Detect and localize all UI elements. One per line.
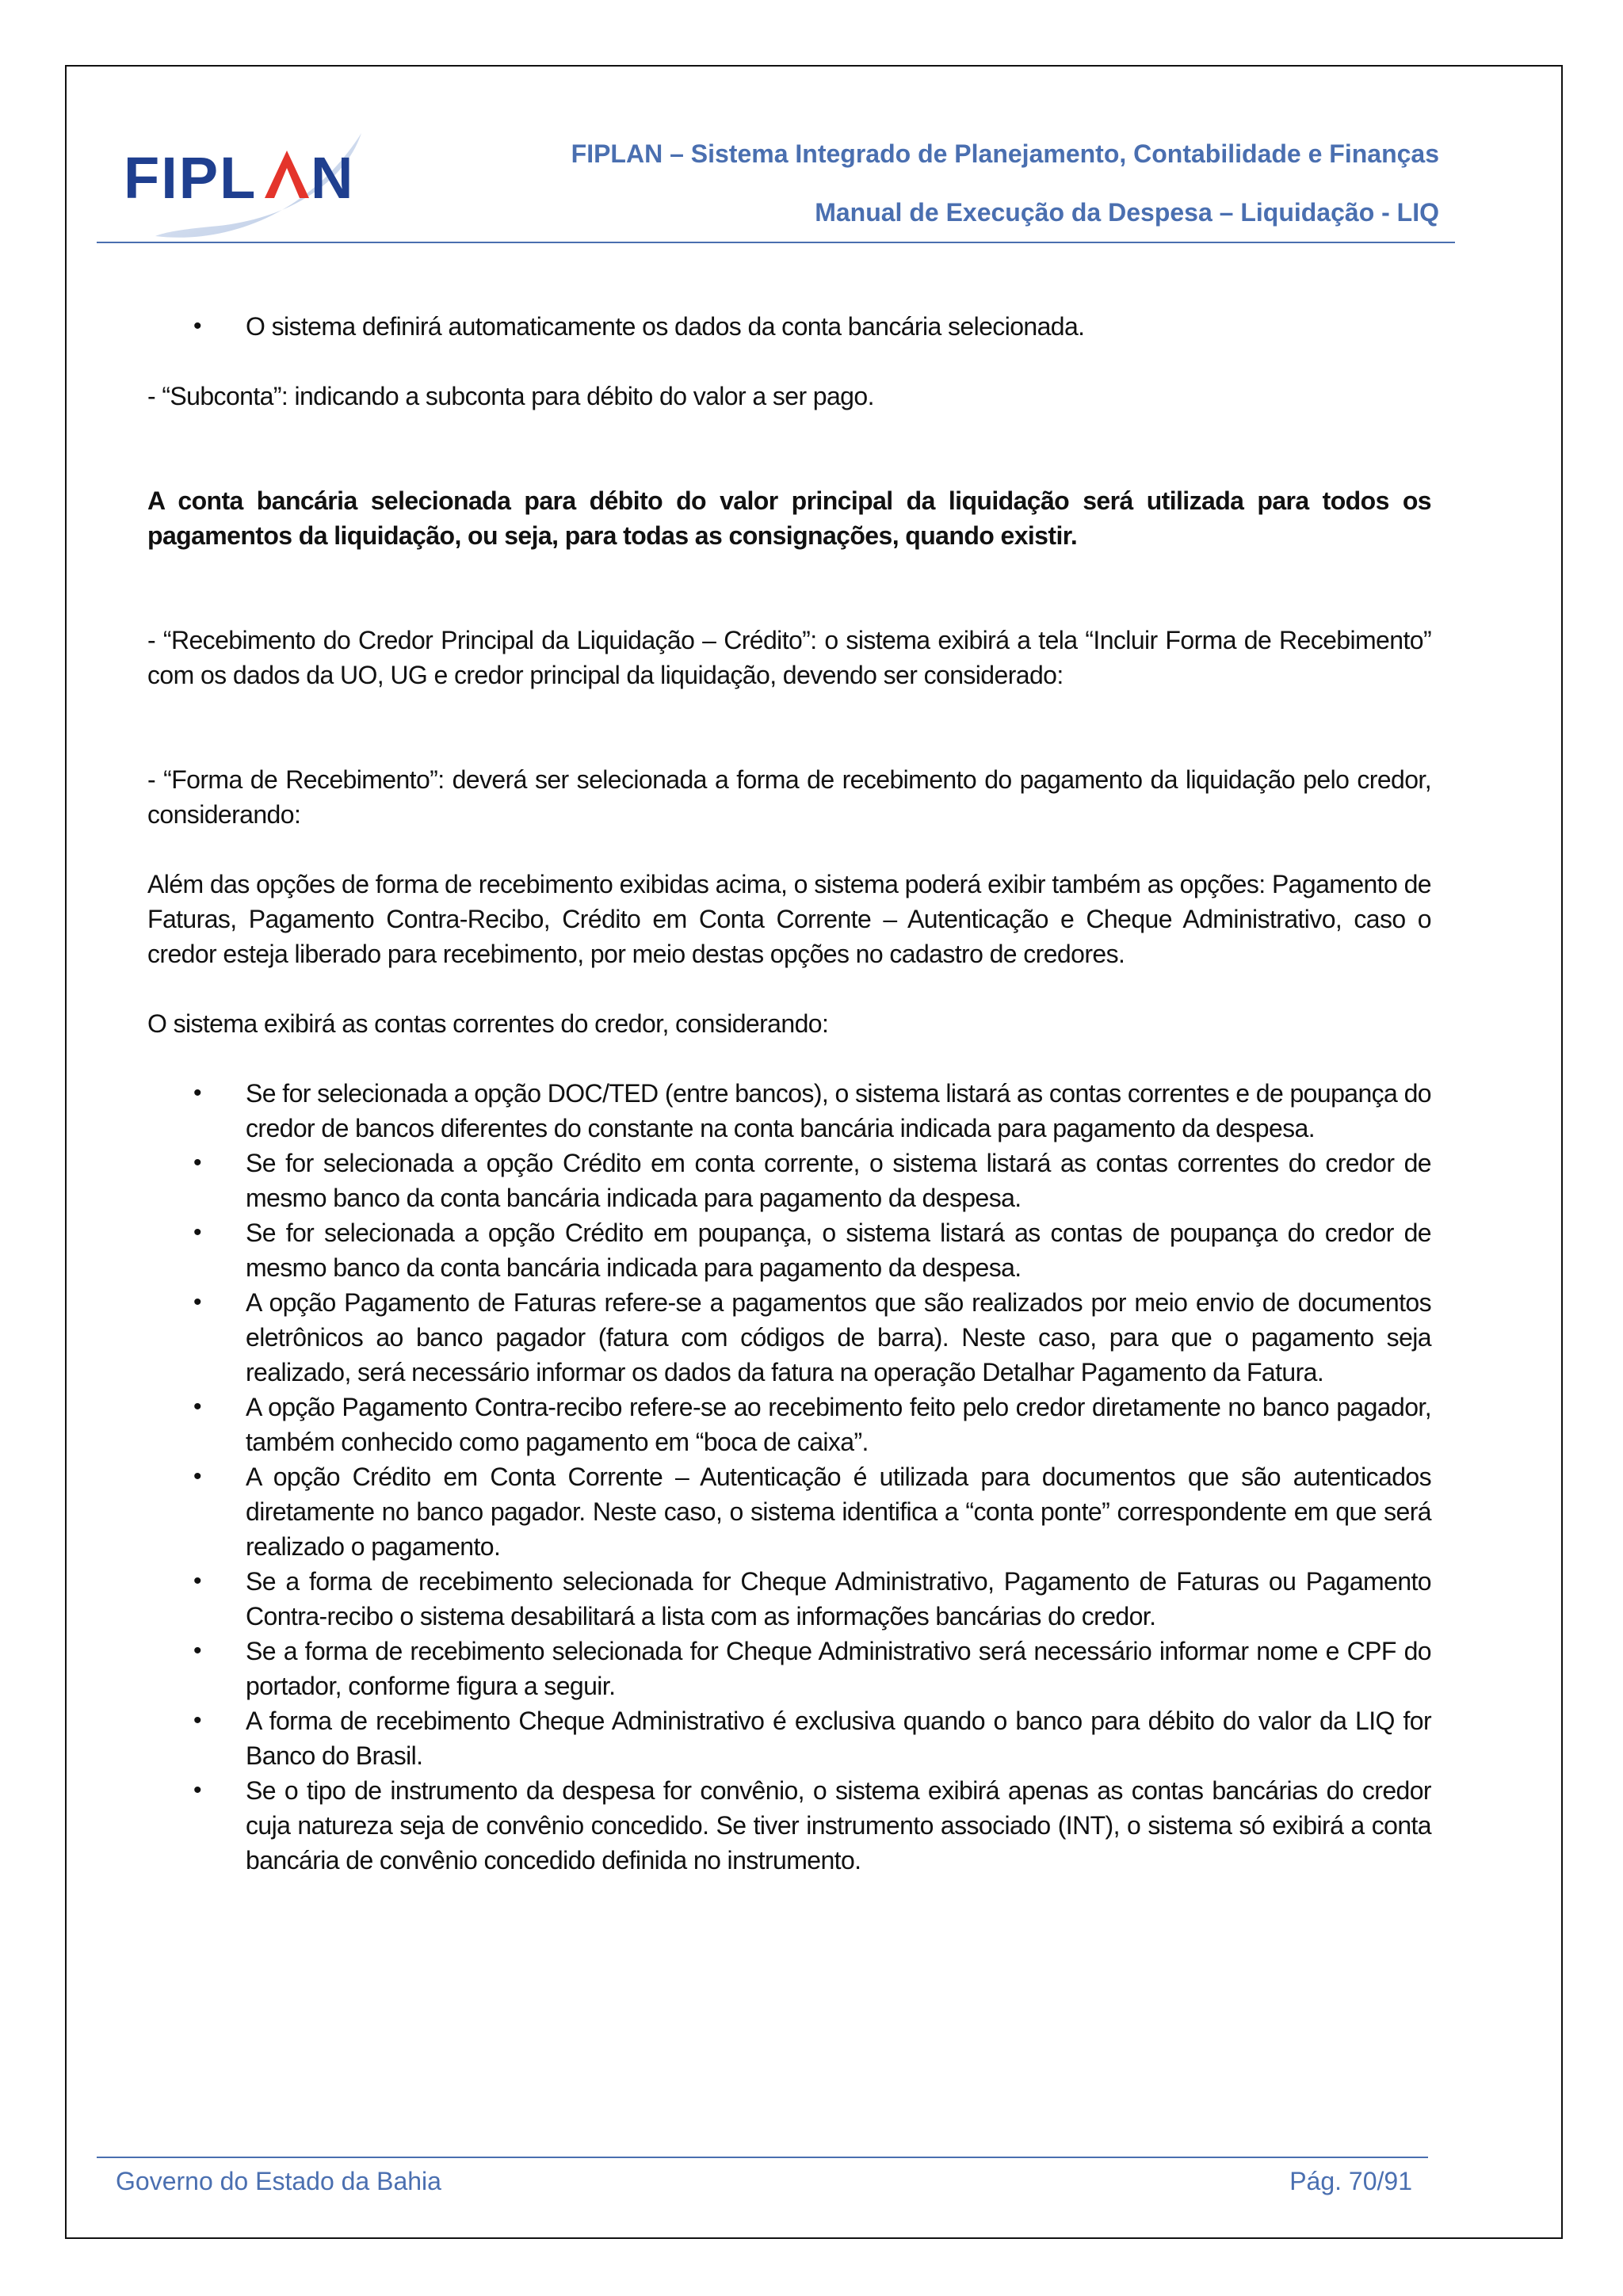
- footer-divider: [97, 2157, 1428, 2158]
- list-item-text: A forma de recebimento Cheque Administrativo é exclusiva quando o banco para débito do valor da LIQ for Banco do Brasil.: [246, 1707, 1431, 1770]
- list-item: [193, 1146, 1431, 1215]
- list-item: [193, 1285, 1431, 1390]
- list-item-text: Se a forma de recebimento selecionada for Cheque Administrativo será necessário informar nome e CPF do portador, conforme figura a seguir.: [246, 1637, 1431, 1700]
- svg-text:FIPL: FIPL: [124, 145, 258, 211]
- bullet-icon: •: [193, 1638, 201, 1664]
- list-item: [193, 1773, 1431, 1878]
- list-item: [193, 1564, 1431, 1634]
- page-number: Pág. 70/91: [1289, 2167, 1412, 2195]
- paragraph-bold-note: A conta bancária selecionada para débito do valor principal da liquidação será utilizada para todos os pagamentos da liquidação, ou seja, para todas as consignações, quando existir.: [147, 486, 1431, 550]
- list-item: [193, 1703, 1431, 1773]
- paragraph-subconta: - “Subconta”: indicando a subconta para débito do valor a ser pago.: [147, 382, 874, 410]
- bullet-icon: •: [193, 313, 201, 339]
- footer-organization: Governo do Estado da Bahia: [116, 2167, 441, 2195]
- list-item-text: A opção Pagamento Contra-recibo refere-se ao recebimento feito pelo credor diretamente no banco pagador, também conhecido como pagamento em “boca de caixa”.: [246, 1393, 1431, 1456]
- list-item-text: Se for selecionada a opção DOC/TED (entre bancos), o sistema listará as contas correntes e de poupança do credor de bancos diferentes do constante na conta bancária indicada para pagamento da despesa.: [246, 1079, 1431, 1142]
- header-divider: [97, 242, 1455, 243]
- bullet-icon: •: [193, 1777, 201, 1803]
- list-item: [193, 1459, 1431, 1564]
- header-subtitle: Manual de Execução da Despesa – Liquidação - LIQ: [815, 198, 1439, 227]
- header-title: FIPLAN – Sistema Integrado de Planejamento, Contabilidade e Finanças: [571, 139, 1439, 168]
- list-item-text: A opção Pagamento de Faturas refere-se a pagamentos que são realizados por meio envio de documentos eletrônicos ao banco pagador (fatura com códigos de barra). Neste caso, para que o pagamento seja realizado, será necessário informar os dados da fatura na operação Detalhar Pagamento da Fatura.: [246, 1288, 1431, 1386]
- list-item-text: Se o tipo de instrumento da despesa for convênio, o sistema exibirá apenas as contas bancárias do credor cuja natureza seja de convênio concedido. Se tiver instrumento associado (INT), o sistema só exibirá a conta bancária de convênio concedido definida no instrumento.: [246, 1776, 1431, 1875]
- list-item: [193, 1634, 1431, 1703]
- bullet-icon: •: [193, 1219, 201, 1245]
- paragraph-contas-intro: O sistema exibirá as contas correntes do credor, considerando:: [147, 1009, 829, 1038]
- bullet-icon: •: [193, 1568, 201, 1594]
- list-item: [193, 1390, 1431, 1459]
- list-item-text: O sistema definirá automaticamente os dados da conta bancária selecionada.: [246, 312, 1085, 341]
- bullet-icon: •: [193, 1289, 201, 1315]
- fiplan-logo: [124, 125, 377, 244]
- list-item: [193, 309, 1431, 344]
- bullet-icon: •: [193, 1463, 201, 1489]
- bullet-icon: •: [193, 1150, 201, 1176]
- paragraph-forma: - “Forma de Recebimento”: deverá ser selecionada a forma de recebimento do pagamento da liquidação pelo credor, considerando:: [147, 765, 1431, 829]
- bullet-icon: •: [193, 1080, 201, 1106]
- list-item-text: Se a forma de recebimento selecionada for Cheque Administrativo, Pagamento de Faturas ou Pagamento Contra-recibo o sistema desabilitará a lista com as informações bancárias do credor.: [246, 1567, 1431, 1630]
- list-item: [193, 1215, 1431, 1285]
- bullet-icon: •: [193, 1707, 201, 1733]
- list-item-text: Se for selecionada a opção Crédito em poupança, o sistema listará as contas de poupança do credor de mesmo banco da conta bancária indicada para pagamento da despesa.: [246, 1219, 1431, 1282]
- bullet-list: [193, 1076, 1431, 1878]
- svg-text:N: N: [311, 145, 353, 211]
- bullet-icon: •: [193, 1394, 201, 1420]
- list-item-text: Se for selecionada a opção Crédito em conta corrente, o sistema listará as contas correntes do credor de mesmo banco da conta bancária indicada para pagamento da despesa.: [246, 1149, 1431, 1212]
- paragraph-recebimento: - “Recebimento do Credor Principal da Liquidação – Crédito”: o sistema exibirá a tela “Incluir Forma de Recebimento” com os dados da UO, UG e credor principal da liquidação, devendo ser considerado:: [147, 626, 1431, 689]
- list-item: [193, 1076, 1431, 1146]
- list-item-text: A opção Crédito em Conta Corrente – Autenticação é utilizada para documentos que são autenticados diretamente no banco pagador. Neste caso, o sistema identifica a “conta ponte” correspondente em que será realizado o pagamento.: [246, 1463, 1431, 1561]
- document-body: [147, 309, 1431, 1878]
- paragraph-alem: Além das opções de forma de recebimento exibidas acima, o sistema poderá exibir também as opções: Pagamento de Faturas, Pagamento Contra-Recibo, Crédito em Conta Corrente – Autenticação e Cheque Administrativo, caso o credor esteja liberado para recebimento, por meio destas opções no cadastro de credores.: [147, 870, 1431, 968]
